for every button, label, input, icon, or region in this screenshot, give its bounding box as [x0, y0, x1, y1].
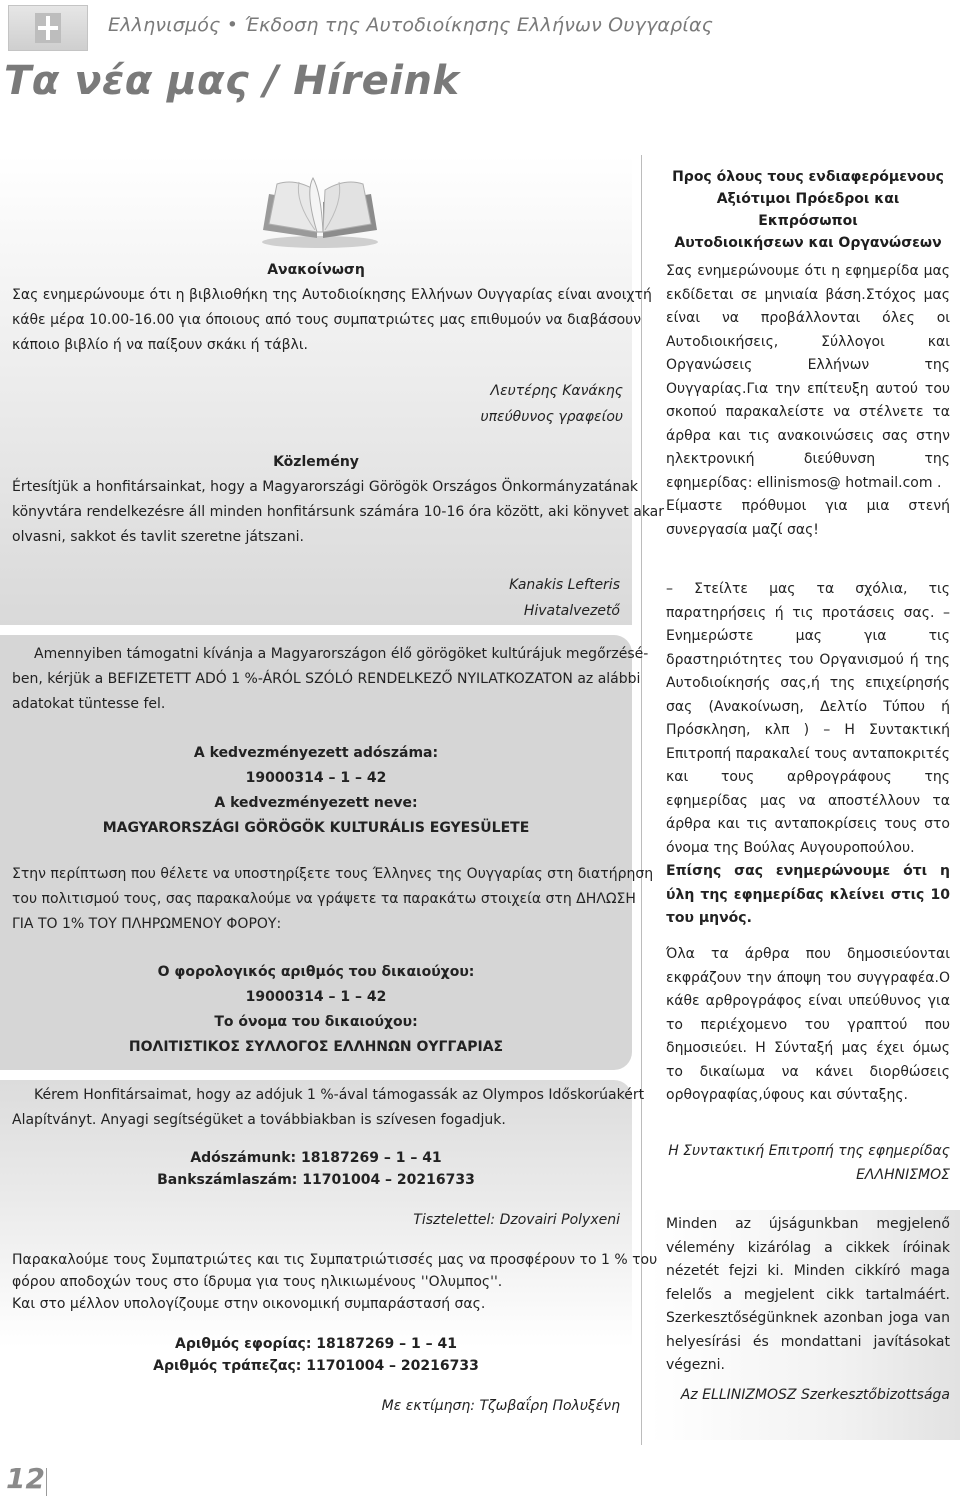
olympos-text-gr: Παρακαλούμε τους Συμπατριώτες και τις Συμπατριώτισσές μας να προσφέρουν το 1 % του φόρου αποδοχών τους στο ίδρυμα για τους ηλικιωμένους ''Ολυμπος''. Και στο μέλλον υπολογίζουμε στην οικονομική συμπαράστασή σας.	[12, 1252, 658, 1312]
announcement-title-gr: Ανακοίνωση	[267, 262, 365, 278]
olympos-signature-gr: Με εκτίμηση: Τζωβαΐρη Πολυξένη	[381, 1398, 620, 1414]
donation-beneficiary-hu: A kedvezményezett adószáma: 19000314 – 1 – 42 A kedvezményezett neve: MAGYARORSZÁGI GÖRÖGÖK KULTURÁLIS EGYESÜLETE	[102, 745, 530, 836]
announcement-text-gr: Σας ενημερώνουμε ότι η βιβλιοθήκη της Αυτοδιοίκησης Ελλήνων Ουγγαρίας είναι ανοιχτή κάθε μέρα 10.00-16.00 για όποιους από τους συμπατριώτες μας επιθυμούν να διαβάσουν κάποιο βιβλίο ή να παίξουν σκάκι ή τάβλι.	[12, 287, 652, 353]
page-title: Τα νέα μας / Híreink	[4, 58, 460, 104]
donation-intro-gr: Στην περίπτωση που θέλετε να υποστηρίξετε τους Έλληνες της Ουγγαρίας στη διατήρηση του πολιτισμού τους, σας παρακαλούμε να γράψετε τα παρακάτω στοιχεία στη ΔΗΛΩΣΗ ΓΙΑ ΤΟ 1% ΤΟΥ ΠΛΗΡΩΜΕΝΟΥ ΦΟΡΟΥ:	[12, 866, 654, 932]
right-signature-hu: Az ELLINIZMOSZ Szerkesztőbizottsága	[680, 1387, 950, 1403]
logo-crest	[8, 5, 88, 51]
page-number: 12	[6, 1462, 45, 1495]
announcement-title-hu: Közlemény	[273, 454, 359, 470]
olympos-text-hu: Kérem Honfitársaimat, hogy az adójuk 1 %-ával támogassák az Olympos Időskorúakért Alapítványt. Anyagi segítségüket a továbbiakban is szívesen fogadjuk.	[12, 1087, 645, 1128]
cross-emblem-icon	[35, 13, 61, 43]
right-paragraph-3: Όλα τα άρθρα που δημοσιεύονται εκφράζουν την άποψη του συγγραφέα.Ο κάθε αρθρογράφος είναι υπεύθυνος για το περιέχομενο του γραπτού που δημοσιεύει. Η Σύνταξή μας έχει όμως το δικαίωμα να κάνει διορθώσεις ορθογραφίας,ύφους και σύνταξης.	[666, 946, 950, 1103]
announcement-text-hu: Értesítjük a honfitársainkat, hogy a Magyarországi Görögök Országos Önkormányzatának könyvtára rendelkezésre áll minden honfitársunk számára 10-16 óra között, aki könyvet akar olvasni, sakkot és tavlit szeretne játszani.	[12, 479, 665, 545]
right-signature-gr: Η Συντακτική Επιτροπή της εφημερίδας ΕΛΛΗΝΙΣΜΟΣ	[668, 1143, 950, 1183]
right-heading: Προς όλους τους ενδιαφερόμενους Αξιότιμοι Πρόεδροι και Εκπρόσωποι Αυτοδιοικήσεων και Οργανώσεων	[672, 169, 944, 251]
right-paragraph-2: – Στείλτε μας τα σχόλια, τις παρατηρήσεις ή τις προτάσεις σας. – Ενημερώστε μας για τις δραστηριότητες του Οργανισμού ή της Αυτοδιοίκησής σας,ή της επιχείρησής σας (Ανακοίνωση, Δελτίο Τύπου ή Πρόσκληση, κλπ ) – Η Συντακτική Επιτροπή παρακαλεί τους ανταποκριτές και τους αρθρογράφους της εφημερίδας μας να αποστέλλουν τα άρθρα και τις ανταποκρίσεις τους στο όνομα της Βούλας Αυγουροπούλου. Επίσης σας ενημερώνουμε ότι η ύλη της εφημερίδας κλείνει στις 10 του μηνός.	[666, 581, 950, 926]
masthead: Ελληνισμός • Έκδοση της Αυτοδιοίκησης Ελλήνων Ουγγαρίας	[108, 14, 714, 36]
open-book-icon	[255, 172, 385, 252]
donation-beneficiary-gr: Ο φορολογικός αριθμός του δικαιούχου: 19000314 – 1 – 42 Το όνομα του δικαιούχου: ΠΟΛΙΤΙΣΤΙΚΟΣ ΣΥΛΛΟΓΟΣ ΕΛΛΗΝΩΝ ΟΥΓΓΑΡΙΑΣ	[128, 964, 504, 1055]
olympos-account-gr: Αριθμός εφορίας: 18187269 – 1 – 41 Αριθμός τράπεζας: 11701004 – 20216733	[153, 1336, 479, 1374]
olympos-signature-hu: Tisztelettel: Dzovairi Polyxeni	[413, 1212, 620, 1228]
announcement-signature-hu: Kanakis Lefteris Hivatalvezető	[509, 577, 620, 619]
announcement-signature-gr: Λευτέρης Κανάκης υπεύθυνος γραφείου	[480, 383, 623, 425]
donation-intro-hu: Amennyiben támogatni kívánja a Magyarországon élő görögöket kultúrájuk megőrzésé- ben, kérjük a BEFIZETETT ADÓ 1 %-ÁRÓL SZÓLÓ RENDELKEZŐ NYILATKOZATON az alábbi adatokat tüntesse fel.	[12, 646, 649, 712]
right-paragraph-1: Σας ενημερώνουμε ότι η εφημερίδα μας εκδίδεται σε μηνιαία βάση.Στόχος μας είναι να προβάλλονται όλες οι Αυτοδιοικήσεις, Σύλλογοι και Οργανώσεις Ελλήνων της Ουγγαρίας.Για την επίτευξη αυτού του σκοπού παρακαλείστε να στέλνετε τα άρθρα και τις ανακοινώσεις σας στην ηλεκτρονική διεύθυνση της εφημερίδας: ellinismos@ hotmail.com . Είμαστε πρόθυμοι για μια στενή συνεργασία μαζί σας!	[666, 263, 950, 538]
right-paragraph-hu: Minden az újságunkban megjelenő vélemény kizárólag a cikkek íróinak nézetét fejzi ki. Minden cikkíró maga felelős a megjelent cikk tartalmáért. Szerkesztőségünknek azonban joga van helyesírási és mondattani javításokat végezni.	[666, 1216, 950, 1373]
footer-divider	[46, 1468, 47, 1496]
olympos-account-hu: Adószámunk: 18187269 – 1 – 41 Bankszámlaszám: 11701004 – 20216733	[157, 1150, 475, 1188]
